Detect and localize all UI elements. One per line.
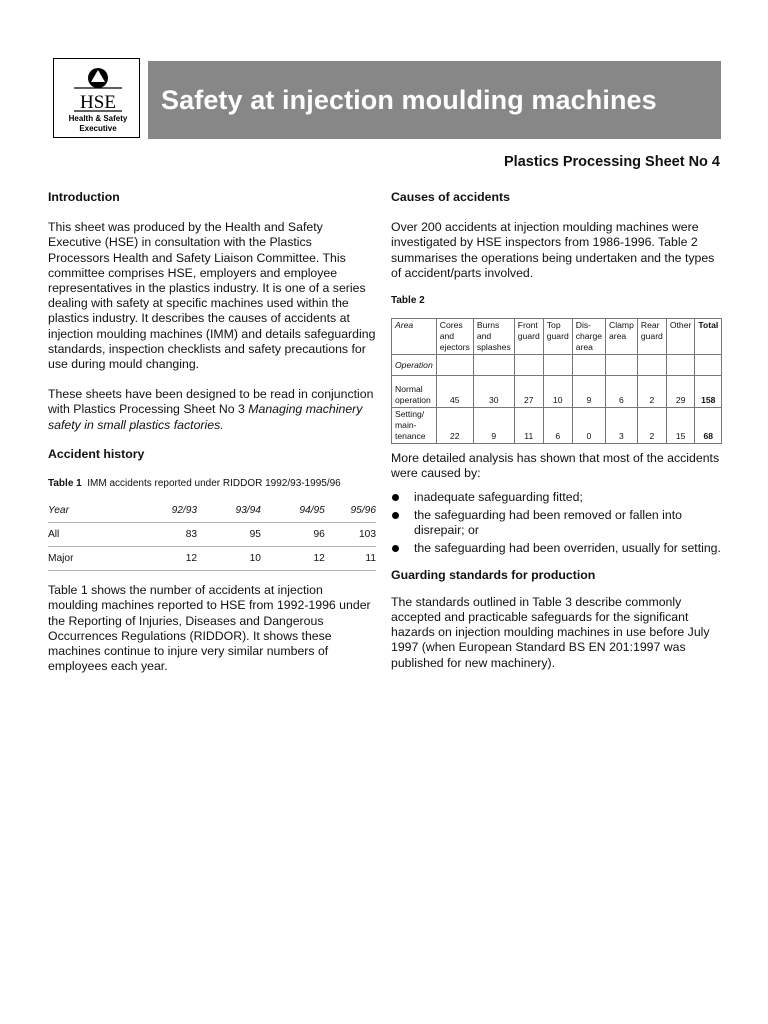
list-item-text: the safeguarding had been removed or fallen into disrepair; or: [414, 508, 682, 537]
right-column: [391, 190, 723, 671]
table-cell: [695, 355, 722, 376]
table-cell: 9: [572, 376, 605, 408]
table-header-cell: 92/93: [112, 499, 197, 523]
hse-logo: [53, 58, 140, 138]
table-header-cell: 95/96: [325, 499, 376, 523]
column-header-line: and: [476, 331, 492, 342]
causes-bullet-list: [391, 490, 723, 556]
table-cell: 68: [695, 408, 722, 444]
table-cell: 27: [514, 376, 543, 408]
row-label-line: Normal: [395, 384, 423, 395]
table-header-cell: 94/95: [261, 499, 325, 523]
table-cell: 103: [325, 523, 376, 547]
table-cell: 95: [197, 523, 261, 547]
causes-paragraph-2: More detailed analysis has shown that most of the accidents were caused by:: [391, 451, 720, 481]
column-header-line: charge: [575, 331, 603, 342]
guarding-heading: Guarding standards for production: [391, 567, 596, 582]
table-row: [48, 523, 376, 547]
intro-paragraph-2-text: These sheets have been designed to be read in conjunction with Plastics Processing Sheet No 3: [48, 387, 374, 417]
accident-history-heading: Accident history: [48, 446, 145, 461]
table-header-cell: Year: [48, 499, 112, 523]
table-cell: 12: [261, 547, 325, 571]
table-cell: [543, 355, 572, 376]
table-header-row: [48, 499, 376, 523]
table-header-row: [392, 319, 722, 355]
table-cell: 83: [112, 523, 197, 547]
causes-heading: Causes of accidents: [391, 190, 510, 204]
column-header-line: guard: [546, 331, 569, 342]
table-cell: [637, 355, 666, 376]
area-label-cell: Area: [392, 319, 437, 355]
table-cell: 45: [436, 376, 473, 408]
table-cell: [606, 355, 638, 376]
column-header-line: Top: [546, 320, 561, 331]
list-item: [391, 541, 723, 556]
table-cell: 30: [473, 376, 514, 408]
column-header-line: Burns: [476, 320, 500, 331]
hse-emblem-icon: [54, 59, 141, 139]
operation-label-cell: Operation: [392, 355, 437, 376]
sheet-subtitle: Plastics Processing Sheet No 4: [504, 154, 720, 170]
accident-history-paragraph: Table 1 shows the number of accidents at injection moulding machines reported to HSE from 1992-1996 under the Reporting of Injuries, Diseases and Dangerous Occurrences Regulations (RIDDOR). It shows these machines continue to injure very similar numbers of employees each year.: [48, 583, 371, 674]
list-item-text: inadequate safeguarding fitted;: [414, 489, 583, 504]
table-header-cell: 93/94: [197, 499, 261, 523]
table-row: [48, 547, 376, 571]
table-row: [392, 408, 722, 444]
guarding-paragraph: The standards outlined in Table 3 describe commonly accepted and practicable safeguards for the significant hazards on injection moulding machines in use before July 1997 (when European Standard BS EN 201:1997 was published for new machinery).: [391, 594, 710, 670]
column-header-cell: [514, 319, 543, 355]
column-header-line: Dis-: [575, 320, 592, 331]
column-header-cell: [436, 319, 473, 355]
list-item-text: the safeguarding had been overriden, usually for setting.: [414, 541, 721, 556]
column-header-cell: [695, 319, 722, 355]
logo-line1: Health & Safety: [68, 114, 128, 123]
table2-label: Table 2: [391, 295, 425, 307]
row-label-line: main-: [395, 420, 417, 431]
column-header-line: Total: [698, 320, 719, 331]
table-cell: Major: [48, 547, 112, 571]
table-cell: 12: [112, 547, 197, 571]
bullet-icon: [392, 545, 399, 552]
table-cell: 6: [543, 408, 572, 444]
table-cell: 3: [606, 408, 638, 444]
table1-caption: [48, 476, 376, 491]
table-row: [392, 376, 722, 408]
list-item: [391, 508, 723, 537]
row-label-line: Setting/: [395, 409, 425, 420]
column-header-cell: [637, 319, 666, 355]
table-cell: 15: [666, 408, 695, 444]
row-label-line: tenance: [395, 431, 426, 442]
table-cell: 6: [606, 376, 638, 408]
column-header-line: Rear: [640, 320, 660, 331]
causes-paragraph: Over 200 accidents at injection moulding machines were investigated by HSE inspectors from 1986-1996. Table 2 summarises the operations being undertaken and the types of accident/parts involved.: [391, 220, 715, 280]
intro-paragraph-2: [48, 387, 376, 433]
column-header-line: Front: [517, 320, 538, 331]
intro-paragraph-2-italic: Managing machinery safety in small plastics factories.: [48, 402, 363, 432]
logo-line2: Executive: [79, 124, 117, 133]
bullet-icon: [392, 512, 399, 519]
table-cell: 10: [543, 376, 572, 408]
table-cell: 158: [695, 376, 722, 408]
column-header-cell: [473, 319, 514, 355]
table-cell: 96: [261, 523, 325, 547]
table-cell: [473, 355, 514, 376]
column-header-cell: [543, 319, 572, 355]
intro-heading: Introduction: [48, 190, 120, 204]
column-header-line: Cores: [439, 320, 463, 331]
row-label-line: operation: [395, 395, 431, 406]
column-header-cell: [606, 319, 638, 355]
table-cell: 2: [637, 376, 666, 408]
causes-table: [391, 318, 722, 444]
table-cell: [572, 355, 605, 376]
bullet-icon: [392, 494, 399, 501]
table-cell: 0: [572, 408, 605, 444]
table-cell: 29: [666, 376, 695, 408]
table-cell: 22: [436, 408, 473, 444]
table1-label: Table 1: [48, 478, 82, 490]
column-header-line: Other: [669, 320, 692, 331]
column-header-cell: [572, 319, 605, 355]
table-cell: 10: [197, 547, 261, 571]
table-row: [392, 355, 722, 376]
page-title: Safety at injection moulding machines: [161, 85, 657, 115]
column-header-line: ejectors: [439, 342, 470, 353]
row-label-cell: [392, 408, 437, 444]
table-cell: 2: [637, 408, 666, 444]
table-cell: 11: [514, 408, 543, 444]
table-cell: All: [48, 523, 112, 547]
column-header-line: guard: [517, 331, 540, 342]
column-header-line: and: [439, 331, 455, 342]
column-header-line: guard: [640, 331, 663, 342]
column-header-line: area: [609, 331, 627, 342]
column-header-cell: [666, 319, 695, 355]
column-header-line: splashes: [476, 342, 511, 353]
title-banner: [148, 61, 721, 139]
logo-abbr: HSE: [80, 92, 116, 113]
table-cell: 9: [473, 408, 514, 444]
column-header-line: Clamp: [609, 320, 634, 331]
table-cell: 11: [325, 547, 376, 571]
column-header-line: area: [575, 342, 593, 353]
table-cell: [666, 355, 695, 376]
table1-caption-text: IMM accidents reported under RIDDOR 1992/93-1995/96: [87, 478, 341, 490]
left-column: [48, 190, 376, 674]
accidents-table: [48, 499, 376, 571]
list-item: [391, 490, 723, 505]
row-label-cell: [392, 376, 437, 408]
intro-paragraph: This sheet was produced by the Health and Safety Executive (HSE) in consultation with the Plastics Processors Health and Safety Liaison Committee. This committee comprises HSE, employers and employee representatives in the plastics industry. It is one of a series dealing with safety at specific machines used within the plastics industry. It describes the causes of accidents at injection moulding machines (IMM) and details safeguarding standards, inspection checklists and safety precautions for use during mould changing.: [48, 220, 376, 372]
table-cell: [436, 355, 473, 376]
table-cell: [514, 355, 543, 376]
